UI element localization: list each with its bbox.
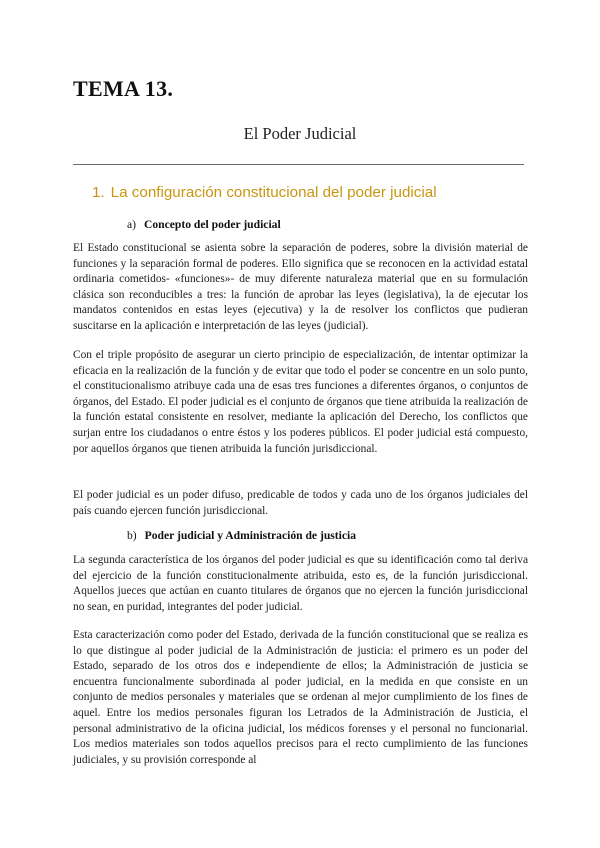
subsection-a-title: Concepto del poder judicial [144, 218, 281, 231]
paragraph: El poder judicial es un poder difuso, predicable de todos y cada uno de los órganos judiciales del país cuando ejercen función jurisdiccional. [73, 489, 528, 517]
paragraph: El Estado constitucional se asienta sobre la separación de poderes, sobre la división material de funciones y la separación formal de poderes. Ello significa que se reconocen en la actividad estatal ordinaria cometidos- «funciones»- de muy diferente naturaleza material que en su formulación clásica son reconducibles a tres: la función de aprobar las leyes (legislativa), la de ejecutar los mandatos contenidos en estas leyes (ejecutiva) y la de resolver los conflictos que pudieran suscitarse en la aplicación e interpretación de las leyes (judicial). [73, 242, 528, 332]
subsection-a-letter: a) [127, 218, 137, 231]
subsection-b-letter: b) [127, 529, 137, 542]
title-divider [73, 164, 524, 165]
document-title: TEMA 13. [73, 76, 174, 101]
subsection-a-heading [127, 218, 281, 231]
section-number: 1. [92, 184, 105, 201]
document-subtitle: El Poder Judicial [243, 124, 357, 143]
subsection-b-title: Poder judicial y Administración de justicia [144, 529, 357, 542]
section-heading [92, 184, 437, 201]
paragraph: Con el triple propósito de asegurar un cierto principio de especialización, de intentar optimizar la eficacia en la realización de la función y de evitar que todo el poder se concentre en un solo punto, el constitucionalismo atribuye cada una de esas tres funciones a diferentes órganos, o conjuntos de órganos, del Estado. El poder judicial es el conjunto de órganos que tiene atribuida la realización de la función estatal consistente en resolver, mediante la aplicación del Derecho, los conflictos que surjan entre los ciudadanos o entre éstos y los poderes públicos. El poder judicial está compuesto, por aquellos órganos que tienen atribuida la función jurisdiccional. [73, 349, 528, 455]
paragraph: Esta caracterización como poder del Estado, derivada de la función constitucional que se realiza es lo que distingue al poder judicial de la Administración de justicia: el primero es un poder del Estado, separado de los otros dos e independiente de ellos; la Administración de justicia se encuentra funcionalmente subordinada al poder judicial, en la medida en que consiste en un conjunto de medios personales y materiales que se ordenan al mejor cumplimiento de los fines de aquel. Entre los medios personales figuran los Letrados de la Administración de Justicia, el personal administrativo de la oficina judicial, los médicos forenses y el personal no funcionarial. Los medios materiales son todos aquellos precisos para el recto cumplimiento de las funciones judiciales, y su provisión corresponde al [73, 629, 528, 766]
subsection-b-heading [127, 529, 356, 542]
section-title: La configuración constitucional del poder judicial [110, 184, 437, 201]
paragraph: La segunda característica de los órganos del poder judicial es que su identificación como tal deriva del ejercicio de la función constitucionalmente atribuida, esto es, de la función jurisdiccional. Aquellos jueces que actúan en cuanto titulares de órganos que no ejercen la función jurisdiccional no sean, en puridad, integrantes del poder judicial. [73, 554, 528, 613]
